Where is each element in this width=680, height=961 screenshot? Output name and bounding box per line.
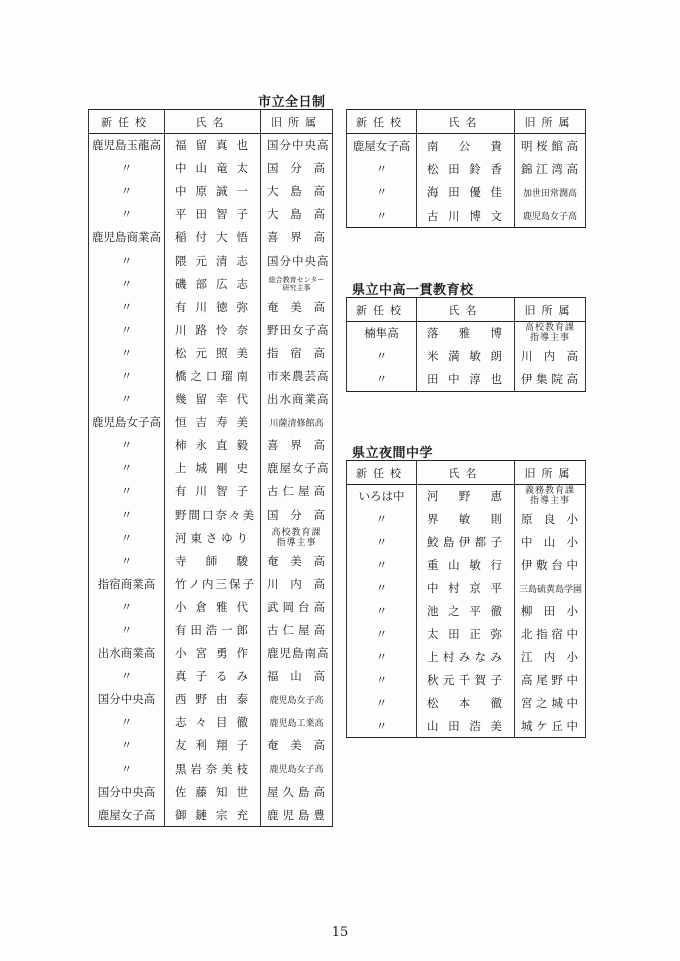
previous-school-cell: 江内小 (515, 646, 586, 669)
previous-school-cell: 高校教育課 指導主事 (515, 322, 586, 345)
new-school-cell: 〃 (347, 623, 417, 646)
previous-school-cell: 川内高 (261, 572, 333, 595)
teacher-name-cell: 秋元千賀子 (417, 669, 515, 692)
teacher-name-cell: 小宮勇作 (165, 642, 261, 665)
previous-school-cell: 加世田常潤高 (515, 181, 586, 205)
teacher-name-cell: 幾留幸代 (165, 388, 261, 411)
header-name: 氏名 (417, 298, 515, 322)
table-row (89, 503, 333, 526)
previous-school-cell: 奄美高 (261, 549, 333, 572)
new-school-cell: 〃 (89, 618, 165, 641)
previous-school-cell: 大島高 (261, 203, 333, 226)
previous-school-cell: 奄美高 (261, 734, 333, 757)
table-row (347, 485, 586, 508)
teacher-name-cell: 竹ノ内三保子 (165, 572, 261, 595)
table-row (347, 715, 586, 738)
new-school-cell: 〃 (347, 368, 417, 391)
teacher-name-cell: 佐藤知世 (165, 780, 261, 803)
previous-school-cell: 川内高 (515, 345, 586, 368)
table-row (347, 322, 586, 345)
new-school-cell: 〃 (89, 203, 165, 226)
teacher-name-cell: 志々目徹 (165, 711, 261, 734)
table-row (89, 341, 333, 364)
new-school-cell: 〃 (347, 577, 417, 600)
teacher-name-cell: 中山竜太 (165, 157, 261, 180)
teacher-name-cell: 真子るみ (165, 665, 261, 688)
previous-school-cell: 城ケ丘中 (515, 715, 586, 738)
night-section-title: 県立夜間中学 (352, 446, 434, 461)
teacher-name-cell: 松本徹 (417, 692, 515, 715)
previous-school-cell: 伊敷台中 (515, 554, 586, 577)
table-row (89, 226, 333, 249)
teacher-name-cell: 福留真也 (165, 134, 261, 157)
teacher-name-cell: 古川博文 (417, 204, 515, 228)
previous-school-cell: 喜界高 (261, 434, 333, 457)
city-section-title: 市立全日制 (258, 95, 326, 110)
table-row (89, 249, 333, 272)
teacher-name-cell: 田中淳也 (417, 368, 515, 391)
new-school-cell: 〃 (89, 364, 165, 387)
new-school-cell: 〃 (89, 665, 165, 688)
new-school-cell: 国分中央高 (89, 688, 165, 711)
teacher-name-cell: 御鏈宗充 (165, 803, 261, 826)
city-roster-table-continued (346, 109, 586, 228)
table-row (89, 480, 333, 503)
teacher-name-cell: 有川徳弥 (165, 295, 261, 318)
table-row (89, 411, 333, 434)
teacher-name-cell: 河野恵 (417, 485, 515, 508)
new-school-cell: 〃 (347, 531, 417, 554)
teacher-name-cell: 野間口奈々美 (165, 503, 261, 526)
header-name: 氏名 (165, 110, 261, 134)
table-row (89, 457, 333, 480)
night-roster-table (346, 460, 586, 738)
new-school-cell: 鹿児島女子高 (89, 411, 165, 434)
teacher-name-cell: 友利翔子 (165, 734, 261, 757)
previous-school-cell: 義務教育課 指導主事 (515, 485, 586, 508)
table-row (347, 508, 586, 531)
table-row (89, 180, 333, 203)
previous-school-cell: 福山高 (261, 665, 333, 688)
new-school-cell: 〃 (89, 549, 165, 572)
teacher-name-cell: 米満敏朗 (417, 345, 515, 368)
teacher-name-cell: 太田正弥 (417, 623, 515, 646)
previous-school-cell: 屋久島高 (261, 780, 333, 803)
teacher-name-cell: 池之平徹 (417, 600, 515, 623)
previous-school-cell: 原良小 (515, 508, 586, 531)
new-school-cell: 〃 (347, 204, 417, 228)
table-row (89, 318, 333, 341)
new-school-cell: 楠隼高 (347, 322, 417, 345)
table-row (89, 388, 333, 411)
teacher-name-cell: 河東さゆり (165, 526, 261, 549)
previous-school-cell: 宮之城中 (515, 692, 586, 715)
previous-school-cell: 川薩清修館高 (261, 411, 333, 434)
previous-school-cell: 鹿児島工業高 (261, 711, 333, 734)
header-prev: 旧所属 (515, 110, 586, 134)
new-school-cell: 〃 (89, 757, 165, 780)
table-row (89, 757, 333, 780)
new-school-cell: 指宿商業高 (89, 572, 165, 595)
new-school-cell: 〃 (347, 600, 417, 623)
table-row (89, 157, 333, 180)
teacher-name-cell: 界敏則 (417, 508, 515, 531)
table-row (89, 134, 333, 157)
table-row (89, 711, 333, 734)
teacher-name-cell: 上城剛史 (165, 457, 261, 480)
teacher-name-cell: 稲付大悟 (165, 226, 261, 249)
new-school-cell: 〃 (89, 249, 165, 272)
table-row (347, 181, 586, 205)
table-row (89, 364, 333, 387)
previous-school-cell: 鹿児島女子高 (261, 757, 333, 780)
teacher-name-cell: 小倉雅代 (165, 595, 261, 618)
table-row (347, 554, 586, 577)
table-row (89, 203, 333, 226)
table-row (89, 595, 333, 618)
table-row (89, 618, 333, 641)
header-name: 氏名 (417, 110, 515, 134)
new-school-cell: 〃 (89, 157, 165, 180)
table-row (347, 204, 586, 228)
new-school-cell: 〃 (89, 595, 165, 618)
header-prev: 旧所属 (261, 110, 333, 134)
new-school-cell: 鹿児島商業高 (89, 226, 165, 249)
teacher-name-cell: 寺師駿 (165, 549, 261, 572)
teacher-name-cell: 中原誠一 (165, 180, 261, 203)
table-row (347, 345, 586, 368)
previous-school-cell: 高校教育課 指導主事 (261, 526, 333, 549)
previous-school-cell: 伊集院高 (515, 368, 586, 391)
new-school-cell: 〃 (347, 157, 417, 181)
new-school-cell: 〃 (89, 272, 165, 295)
previous-school-cell: 大島高 (261, 180, 333, 203)
teacher-name-cell: 中村京平 (417, 577, 515, 600)
table-row (347, 368, 586, 391)
new-school-cell: 〃 (89, 388, 165, 411)
previous-school-cell: 錦江湾高 (515, 157, 586, 181)
new-school-cell: 〃 (89, 734, 165, 757)
previous-school-cell: 古仁屋高 (261, 618, 333, 641)
page-number: 15 (331, 925, 349, 940)
table-row (89, 688, 333, 711)
previous-school-cell: 中山小 (515, 531, 586, 554)
header-school: 新任校 (347, 461, 417, 485)
header-prev: 旧所属 (515, 461, 586, 485)
previous-school-cell: 総合教育センター 研究主事 (261, 272, 333, 295)
previous-school-cell: 国分高 (261, 157, 333, 180)
table-row (347, 692, 586, 715)
new-school-cell: 〃 (347, 715, 417, 738)
new-school-cell: 〃 (89, 434, 165, 457)
teacher-name-cell: 鮫島伊都子 (417, 531, 515, 554)
new-school-cell: 〃 (347, 669, 417, 692)
teacher-name-cell: 上村みなみ (417, 646, 515, 669)
new-school-cell: 〃 (347, 345, 417, 368)
table-row (89, 803, 333, 826)
previous-school-cell: 市来農芸高 (261, 364, 333, 387)
integrated-roster-table (346, 297, 586, 392)
teacher-name-cell: 川路怜奈 (165, 318, 261, 341)
header-school: 新任校 (347, 298, 417, 322)
new-school-cell: 出水商業高 (89, 642, 165, 665)
previous-school-cell: 鹿児島南高 (261, 642, 333, 665)
new-school-cell: 鹿屋女子高 (89, 803, 165, 826)
previous-school-cell: 国分中央高 (261, 134, 333, 157)
table-row (89, 434, 333, 457)
table-row (89, 295, 333, 318)
table-row (89, 572, 333, 595)
teacher-name-cell: 恒吉寿美 (165, 411, 261, 434)
header-name: 氏名 (417, 461, 515, 485)
table-row (347, 669, 586, 692)
previous-school-cell: 鹿児島女子高 (261, 688, 333, 711)
previous-school-cell: 柳田小 (515, 600, 586, 623)
previous-school-cell: 野田女子高 (261, 318, 333, 341)
new-school-cell: 〃 (89, 318, 165, 341)
teacher-name-cell: 山田浩美 (417, 715, 515, 738)
previous-school-cell: 指宿高 (261, 341, 333, 364)
table-row (89, 665, 333, 688)
new-school-cell: 〃 (347, 554, 417, 577)
teacher-name-cell: 海田優佳 (417, 181, 515, 205)
new-school-cell: 〃 (89, 457, 165, 480)
table-row (347, 600, 586, 623)
teacher-name-cell: 隈元清志 (165, 249, 261, 272)
teacher-name-cell: 重山敏行 (417, 554, 515, 577)
header-school: 新任校 (347, 110, 417, 134)
previous-school-cell: 国分中央高 (261, 249, 333, 272)
new-school-cell: 〃 (347, 646, 417, 669)
teacher-name-cell: 松元照美 (165, 341, 261, 364)
teacher-name-cell: 橋之口瑠南 (165, 364, 261, 387)
table-row (89, 734, 333, 757)
new-school-cell: 〃 (347, 508, 417, 531)
table-row (347, 623, 586, 646)
teacher-name-cell: 松田鈴香 (417, 157, 515, 181)
table-row (347, 646, 586, 669)
integrated-section-title: 県立中高一貫教育校 (352, 283, 474, 298)
table-row (89, 780, 333, 803)
header-prev: 旧所属 (515, 298, 586, 322)
table-row (89, 549, 333, 572)
teacher-name-cell: 落雅博 (417, 322, 515, 345)
table-row (347, 577, 586, 600)
previous-school-cell: 鹿児島女子高 (515, 204, 586, 228)
teacher-name-cell: 南公貴 (417, 134, 515, 158)
previous-school-cell: 鹿児島豊 (261, 803, 333, 826)
table-row (89, 526, 333, 549)
new-school-cell: 国分中央高 (89, 780, 165, 803)
new-school-cell: 〃 (89, 295, 165, 318)
new-school-cell: 〃 (89, 180, 165, 203)
teacher-name-cell: 柿永直毅 (165, 434, 261, 457)
new-school-cell: 〃 (347, 692, 417, 715)
table-row (347, 531, 586, 554)
teacher-name-cell: 平田智子 (165, 203, 261, 226)
teacher-name-cell: 有川智子 (165, 480, 261, 503)
city-roster-table (88, 109, 333, 827)
previous-school-cell: 出水商業高 (261, 388, 333, 411)
teacher-name-cell: 西野由泰 (165, 688, 261, 711)
teacher-name-cell: 黒岩奈美枝 (165, 757, 261, 780)
previous-school-cell: 三島硫黄島学園 (515, 577, 586, 600)
table-row (89, 272, 333, 295)
table-row (347, 134, 586, 158)
previous-school-cell: 喜界高 (261, 226, 333, 249)
teacher-name-cell: 磯部広志 (165, 272, 261, 295)
new-school-cell: 鹿児島玉龍高 (89, 134, 165, 157)
new-school-cell: 〃 (89, 341, 165, 364)
previous-school-cell: 北指宿中 (515, 623, 586, 646)
previous-school-cell: 高尾野中 (515, 669, 586, 692)
previous-school-cell: 明桜館高 (515, 134, 586, 158)
new-school-cell: 〃 (89, 711, 165, 734)
new-school-cell: 〃 (89, 526, 165, 549)
new-school-cell: 〃 (347, 181, 417, 205)
table-row (347, 157, 586, 181)
new-school-cell: いろは中 (347, 485, 417, 508)
new-school-cell: 鹿屋女子高 (347, 134, 417, 158)
teacher-name-cell: 有田浩一郎 (165, 618, 261, 641)
previous-school-cell: 奄美高 (261, 295, 333, 318)
table-row (89, 642, 333, 665)
new-school-cell: 〃 (89, 480, 165, 503)
previous-school-cell: 古仁屋高 (261, 480, 333, 503)
previous-school-cell: 鹿屋女子高 (261, 457, 333, 480)
previous-school-cell: 国分高 (261, 503, 333, 526)
new-school-cell: 〃 (89, 503, 165, 526)
header-school: 新任校 (89, 110, 165, 134)
previous-school-cell: 武岡台高 (261, 595, 333, 618)
